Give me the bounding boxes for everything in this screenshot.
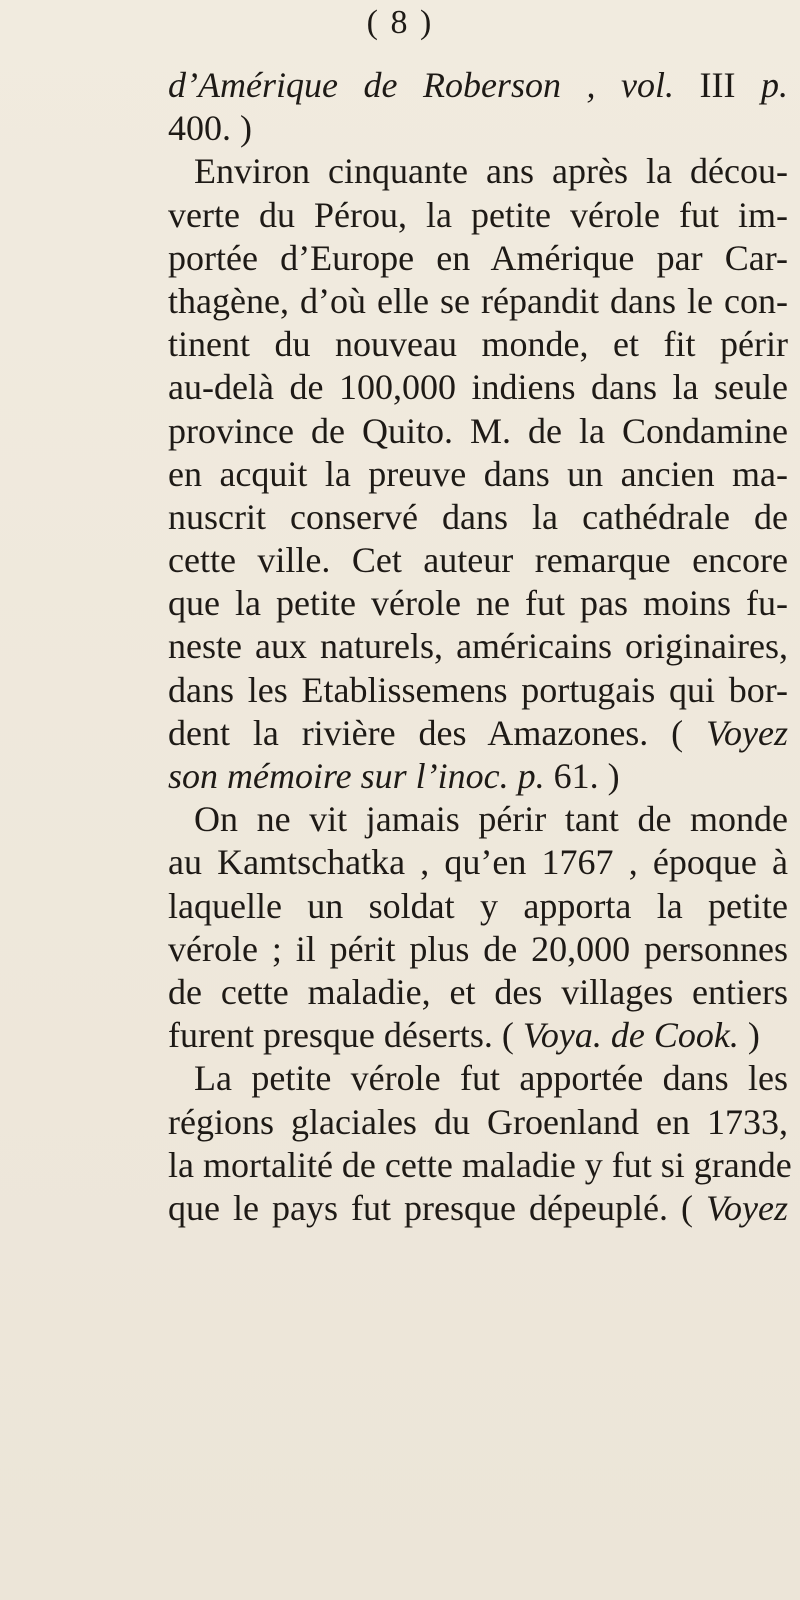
text-segment: dent la rivière des Amazones. ( (168, 712, 707, 753)
text-line (168, 841, 788, 884)
text-line (168, 712, 788, 755)
text-line (168, 64, 788, 107)
text-segment: La petite vérole fut apportée dans les (194, 1058, 788, 1099)
text-line (168, 410, 788, 453)
text-line (168, 194, 788, 237)
text-line (168, 625, 788, 668)
text-line (168, 366, 788, 409)
text-line (168, 1014, 788, 1057)
text-segment: que le pays fut presque dépeuplé. ( (168, 1187, 707, 1228)
text-line (168, 107, 788, 150)
text-segment: régions glaciales du Groenland en 1733, (168, 1101, 788, 1142)
text-segment: On ne vit jamais périr tant de monde (194, 799, 788, 840)
text-line (168, 1101, 788, 1144)
text-segment: III (673, 65, 761, 105)
text-line (168, 971, 788, 1014)
text-segment: vérole ; il périt plus de 20,000 personnes (168, 928, 788, 969)
text-line (168, 237, 788, 280)
text-line (168, 928, 788, 971)
text-line (168, 150, 788, 193)
text-line (168, 582, 788, 625)
italic-text: Voyez (706, 712, 788, 753)
text-segment: dans les Etablissemens portugais qui bor- (168, 669, 788, 710)
text-line (168, 539, 788, 582)
italic-text: p. (761, 65, 788, 105)
text-line (168, 453, 788, 496)
text-line (168, 496, 788, 539)
italic-text: son mémoire sur l’inoc. p. (168, 756, 545, 796)
page-number: ( 8 ) (366, 4, 434, 41)
italic-text: d’Amérique de Roberson , vol. (168, 65, 674, 105)
text-segment: au-delà de 100,000 indiens dans la seule (168, 367, 788, 408)
text-segment: thagène, d’où elle se répandit dans le con- (168, 280, 788, 321)
text-segment: nuscrit conservé dans la cathédrale de (168, 496, 788, 537)
text-line (168, 1144, 792, 1187)
italic-text: Voyez (706, 1187, 788, 1228)
body-text (168, 64, 792, 1230)
text-line (168, 1057, 788, 1100)
text-line (168, 669, 788, 712)
text-segment: portée d’Europe en Amérique par Car- (168, 237, 788, 278)
text-segment: ) (738, 1015, 760, 1056)
text-segment: laquelle un soldat y apporta la petite (168, 885, 788, 926)
text-line (168, 323, 788, 366)
text-segment: furent presque déserts. ( (168, 1015, 523, 1056)
text-segment: la mortalité de cette maladie y fut si grande (168, 1144, 792, 1185)
text-segment: neste aux naturels, américains originaires, (168, 626, 788, 667)
text-line (168, 755, 788, 798)
text-segment: verte du Pérou, la petite vérole fut im- (168, 194, 788, 235)
text-line (168, 798, 788, 841)
text-segment: au Kamtschatka , qu’en 1767 , époque à (168, 842, 788, 883)
italic-text: Voya. de Cook. (522, 1015, 739, 1056)
text-segment: 400. ) (168, 108, 252, 149)
text-line (168, 280, 788, 323)
text-segment: 61. ) (544, 756, 620, 796)
text-segment: en acquit la preuve dans un ancien ma- (168, 453, 788, 494)
text-segment: de cette maladie, et des villages entiers (168, 971, 788, 1012)
text-line (168, 1187, 788, 1230)
text-segment: tinent du nouveau monde, et fit périr (168, 324, 788, 365)
text-segment: que la petite vérole ne fut pas moins fu- (168, 583, 788, 624)
text-line (168, 885, 788, 928)
text-segment: cette ville. Cet auteur remarque encore (168, 540, 788, 581)
text-segment: Environ cinquante ans après la décou- (194, 151, 788, 192)
text-segment: province de Quito. M. de la Condamine (168, 410, 788, 451)
